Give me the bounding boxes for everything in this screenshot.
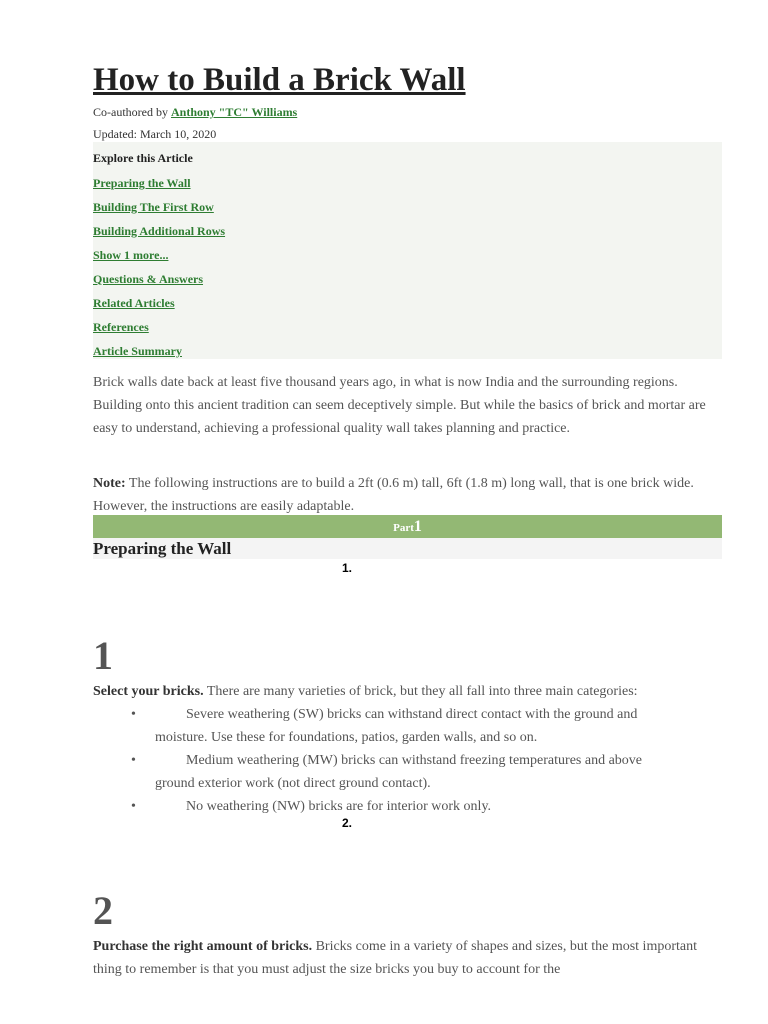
bullet-icon: • xyxy=(131,799,136,814)
coauthor-prefix: Co-authored by xyxy=(93,105,171,119)
table-of-contents xyxy=(93,142,722,359)
list-item-line-1: Severe weathering (SW) bricks can withstand direct contact with the ground and xyxy=(186,707,638,722)
toc-link-related-articles[interactable]: Related Articles xyxy=(93,296,175,310)
toc-link-building-first-row[interactable]: Building The First Row xyxy=(93,200,214,214)
part-label: Part xyxy=(393,522,414,534)
updated-date: Updated: March 10, 2020 xyxy=(93,127,217,141)
part-banner xyxy=(93,515,722,538)
bullet-icon: • xyxy=(131,707,136,722)
toc-link-references[interactable]: References xyxy=(93,320,149,334)
list-item-line-2: ground exterior work (not direct ground contact). xyxy=(155,776,431,791)
section-heading: Preparing the Wall xyxy=(93,538,722,559)
step-text xyxy=(93,935,722,981)
list-item xyxy=(131,703,731,749)
step-lead: Select your bricks. xyxy=(93,684,204,699)
intro-paragraph: Brick walls date back at least five thousand years ago, in what is now India and the surrounding regions. Building onto this ancient tradition can seem deceptively simple. But while the basics of brick and mortar are easy to understand, achieving a professional quality wall takes planning and practice. xyxy=(93,375,706,436)
coauthor-line xyxy=(93,104,297,120)
toc-link-questions-answers[interactable]: Questions & Answers xyxy=(93,272,204,286)
list-item-line-1: Medium weathering (MW) bricks can withstand freezing temperatures and above xyxy=(186,753,642,768)
step-number: 1 xyxy=(93,633,113,678)
part-number: 1 xyxy=(413,518,422,535)
note-label: Note: xyxy=(93,476,126,491)
step-marker: 2. xyxy=(342,816,353,830)
note-text: The following instructions are to build a 2ft (0.6 m) tall, 6ft (1.8 m) long wall, that is one brick wide. However, the instructions are easily adaptable. xyxy=(93,476,694,514)
step-body: Bricks come in a variety of shapes and sizes, but the most important thing to remember is that you must adjust the size bricks you buy to account for the xyxy=(93,939,697,977)
toc-link-article-summary[interactable]: Article Summary xyxy=(93,344,182,358)
toc-heading: Explore this Article xyxy=(93,151,193,165)
bullet-icon: • xyxy=(131,753,136,768)
step-lead: Purchase the right amount of bricks. xyxy=(93,939,313,954)
list-item-line-1: No weathering (NW) bricks are for interior work only. xyxy=(186,799,492,814)
page-title: How to Build a Brick Wall xyxy=(93,62,466,98)
list-item xyxy=(131,795,731,818)
step-text xyxy=(93,680,722,703)
toc-link-preparing-the-wall[interactable]: Preparing the Wall xyxy=(93,176,191,190)
step-marker: 1. xyxy=(342,561,353,575)
step-body: There are many varieties of brick, but they all fall into three main categories: xyxy=(203,684,638,699)
toc-link-show-more[interactable]: Show 1 more... xyxy=(93,248,169,262)
toc-link-building-additional-rows[interactable]: Building Additional Rows xyxy=(93,224,226,238)
step-number: 2 xyxy=(93,888,113,933)
list-item xyxy=(131,749,731,795)
note-paragraph xyxy=(93,472,722,518)
coauthor-link[interactable]: Anthony "TC" Williams xyxy=(170,105,298,119)
list-item-line-2: moisture. Use these for foundations, patios, garden walls, and so on. xyxy=(155,730,538,745)
